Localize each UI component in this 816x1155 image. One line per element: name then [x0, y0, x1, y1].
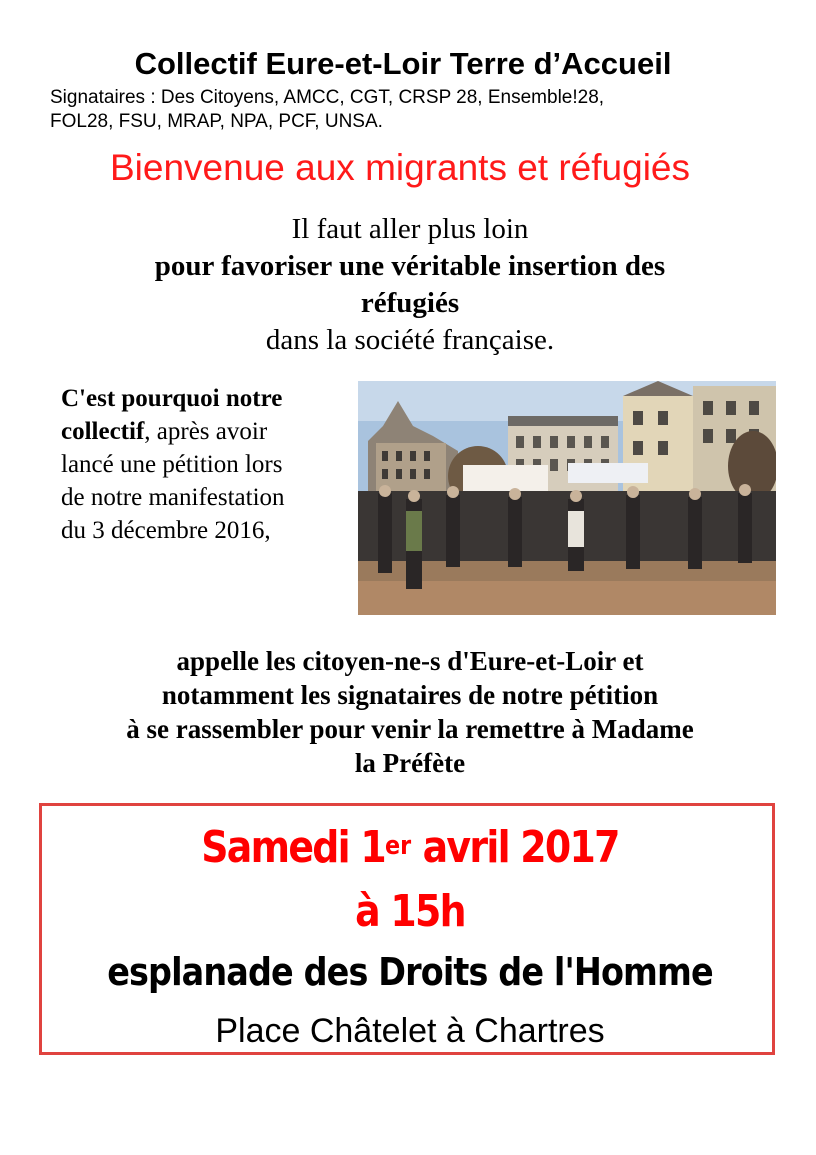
call-line-4: la Préfète [354, 748, 466, 778]
body-line-4: de notre manifestation [61, 484, 285, 511]
event-time: à 15h [355, 886, 465, 937]
call-line-3: à se rassembler pour venir la remettre à Madame [126, 714, 694, 744]
collective-title: Collectif Eure-et-Loir Terre d’Accueil [134, 46, 672, 81]
body-bold-1: C'est pourquoi notre [61, 385, 283, 412]
signatories-line-2: FOL28, FSU, MRAP, NPA, PCF, UNSA. [50, 111, 383, 132]
body-line-3: lancé une pétition lors [61, 451, 283, 478]
intro-line-2: pour favoriser une véritable insertion des [154, 250, 666, 282]
petition-paragraph [61, 382, 341, 547]
intro-paragraph [60, 211, 760, 359]
event-date-end: avril 2017 [411, 822, 619, 873]
event-place: esplanade des Droits de l'Homme [107, 950, 713, 994]
body-line-5: du 3 décembre 2016, [61, 517, 271, 544]
body-bold-2: collectif [61, 418, 145, 445]
intro-line-3: réfugiés [360, 287, 460, 319]
call-line-2: notamment les signataires de notre pétition [161, 680, 659, 710]
body-rest-1: , après avoir [144, 418, 268, 445]
call-line-1: appelle les citoyen-ne-s d'Eure-et-Loir et [176, 646, 644, 676]
welcome-heading: Bienvenue aux migrants et réfugiés [109, 147, 690, 188]
event-address: Place Châtelet à Chartres [215, 1012, 605, 1050]
event-date [94, 818, 727, 876]
event-date-ordinal: er [384, 831, 412, 861]
event-details-box [39, 803, 775, 1055]
intro-line-4: dans la société française. [265, 324, 555, 356]
intro-line-1: Il faut aller plus loin [291, 213, 529, 245]
event-date-start: Samedi 1 [201, 822, 385, 873]
signatories-line-1: Signataires : Des Citoyens, AMCC, CGT, CRSP 28, Ensemble!28, [50, 87, 605, 108]
signatories-list [50, 86, 750, 134]
call-to-action [40, 644, 780, 780]
demonstration-photo [358, 381, 776, 615]
